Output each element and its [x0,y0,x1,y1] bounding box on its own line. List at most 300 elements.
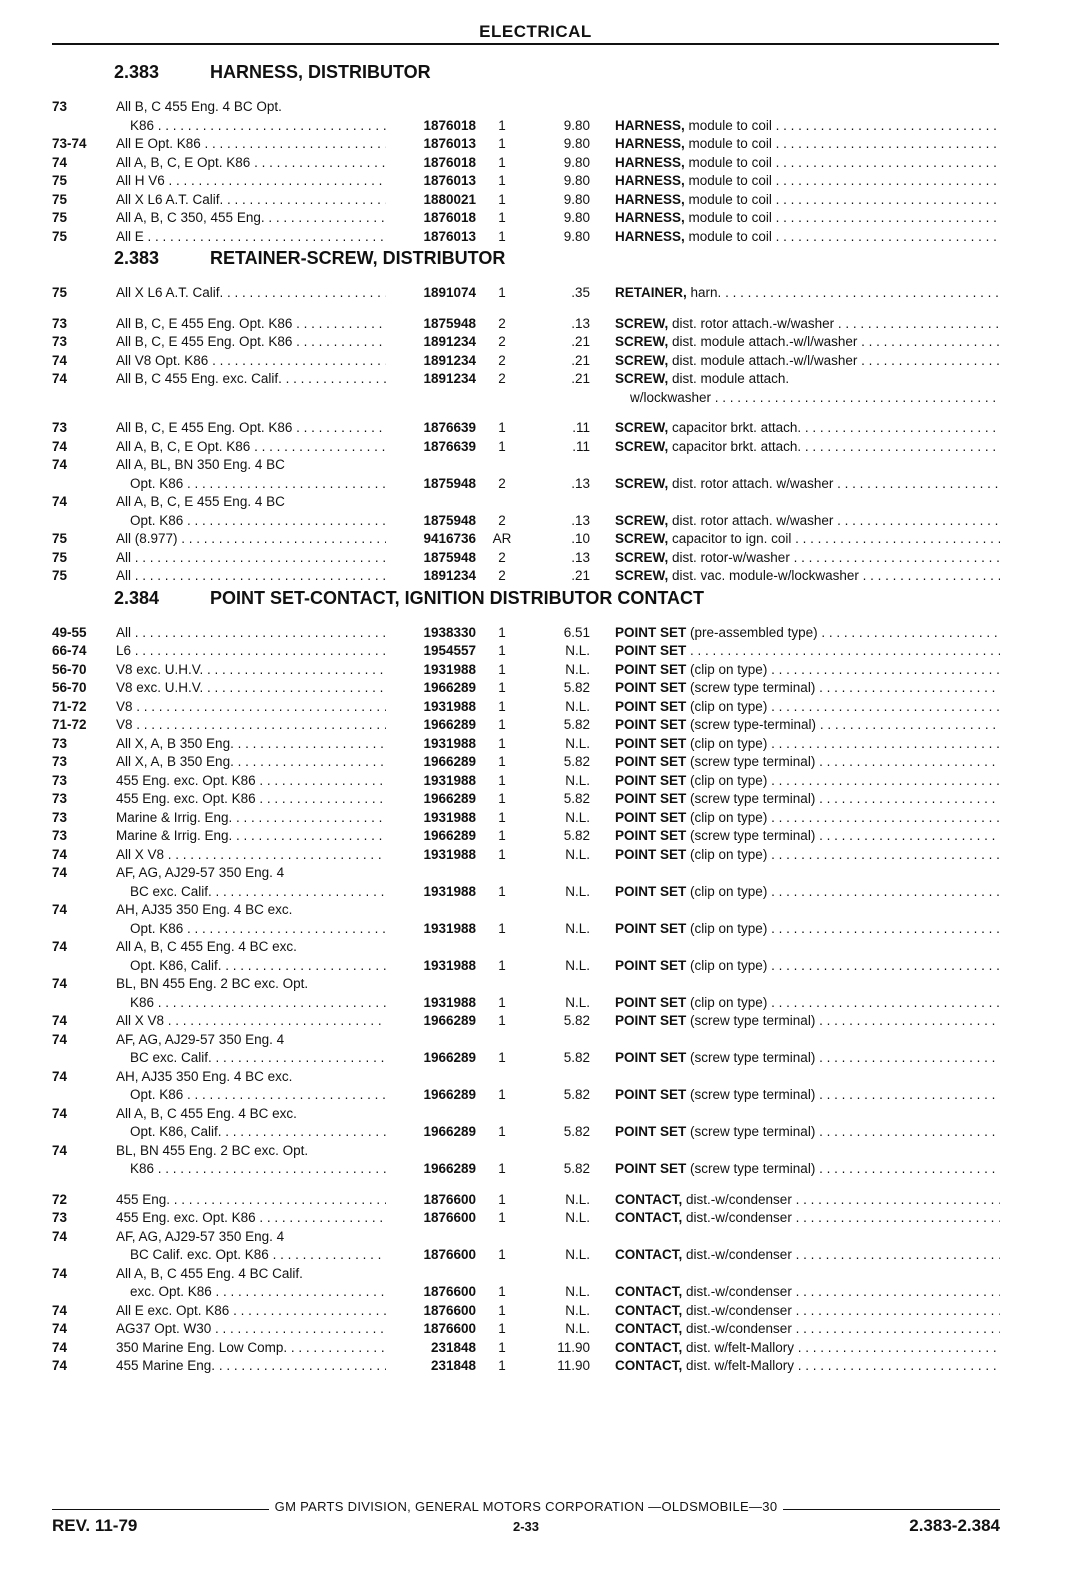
description-name: SCREW, [615,438,669,454]
year-cell: 74 [52,1013,68,1028]
section-2-383 [52,248,1000,586]
leader-dots [792,1321,1000,1336]
description-cell [590,191,1000,210]
quantity-cell: 1 [498,154,506,170]
table-row [52,1160,1000,1179]
leader-dots [208,353,386,368]
leader-dots [183,921,386,936]
description-name: POINT SET [615,957,687,973]
leader-dots [767,958,1000,973]
quantity-cell: 1 [498,772,506,788]
year-cell [52,1160,116,1179]
price-cell: 5.82 [563,1087,590,1102]
quantity-cell: 1 [498,883,506,899]
price-cell [514,1228,590,1247]
application-text: AF, AG, AJ29-57 350 Eng. 4 [116,1031,285,1047]
description-cell [590,352,1000,371]
quantity-cell: 1 [498,698,506,714]
description-cell [590,1068,1000,1087]
leader-dots [801,439,1000,454]
table-row [52,1209,1000,1228]
description-detail: w/lockwasher [630,389,712,405]
leader-dots [815,791,1000,806]
application-cell [116,1068,386,1087]
part-number-cell: 1876600 [423,1284,476,1299]
description-detail: (clip on type) [690,883,768,899]
table-row [52,1049,1000,1068]
price-cell: .13 [571,549,590,565]
application-cell [116,493,386,512]
year-cell: 74 [52,846,68,862]
application-text: 350 Marine Eng. Low Comp. [116,1339,288,1355]
price-cell [514,98,590,117]
application-text: 455 Eng. exc. Opt. K86 [116,791,256,806]
leader-dots [269,1247,386,1262]
quantity-cell [476,1031,514,1050]
application-cell [116,135,386,154]
description-name: POINT SET [615,883,687,899]
description-cell [590,735,1000,754]
quantity-cell: 1 [498,957,506,973]
table-row [52,512,1000,531]
application-text: All A, B, C 455 Eng. 4 BC Calif. [116,1265,303,1281]
table-row [52,315,1000,334]
application-cell [116,567,386,586]
description-cell [590,1123,1000,1142]
description-detail: dist.-w/condenser [686,1191,792,1207]
description-detail: capacitor brkt. attach. [672,420,802,435]
application-cell [116,315,386,334]
part-number-cell: 1931988 [423,772,476,788]
leader-dots [801,420,1000,435]
leader-dots [232,828,386,843]
price-cell: N.L. [565,698,590,714]
table-row [52,901,1000,920]
leader-dots [212,1050,386,1065]
table-row [52,1302,1000,1321]
year-cell: 74 [52,1265,68,1281]
table-row [52,284,1000,303]
application-text: Opt. K86 [130,920,184,936]
application-text: All A, B, C, E Opt. K86 [116,154,251,170]
part-number-cell: 1875948 [423,512,476,528]
quantity-cell: 1 [498,791,506,806]
table-row [52,530,1000,549]
year-cell: 73 [52,754,68,769]
description-name: HARNESS, [615,154,685,170]
application-text: BC exc. Calif. [130,1050,212,1065]
year-cell: 56-70 [52,680,87,695]
table-row [52,333,1000,352]
leader-dots [815,1161,1000,1176]
table-row [52,1283,1000,1302]
price-cell: N.L. [565,1284,590,1299]
application-text: K86 [130,1161,155,1176]
part-number-cell: 1966289 [423,717,476,732]
description-detail: dist.-w/condenser [686,1210,792,1225]
description-detail: dist. w/felt-Mallory [686,1339,795,1355]
row-group [52,419,1000,586]
description-detail: (screw type terminal) [690,754,816,769]
quantity-cell: 1 [498,1124,506,1139]
leader-dots [791,531,1000,546]
price-cell [514,1105,590,1124]
quantity-cell: 1 [498,809,506,825]
leader-dots [292,334,386,349]
application-text: K86 [130,117,155,133]
leader-dots [815,828,1000,843]
leader-dots [154,118,386,133]
part-number-cell [386,1068,476,1087]
part-number-cell: 1876639 [423,420,476,435]
description-name: SCREW, [615,315,669,331]
leader-dots [772,210,1000,225]
quantity-cell [476,938,514,957]
quantity-cell: 1 [498,438,506,454]
year-cell [52,1246,116,1265]
page-number: 2-33 [512,1519,540,1534]
year-cell: 74 [52,154,68,170]
table-row [52,846,1000,865]
part-number-cell: 1931988 [423,809,476,825]
table-row [52,117,1000,136]
description-cell [590,154,1000,173]
part-number-cell: 1966289 [423,1124,476,1139]
application-text: All X, A, B 350 Eng. [116,735,234,751]
price-cell: N.L. [565,1191,590,1207]
year-cell: 74 [52,438,68,454]
application-text: All X L6 A.T. Calif. [116,191,224,207]
table-row [52,1320,1000,1339]
quantity-cell [476,1265,514,1284]
part-number-cell: 1938330 [423,624,476,640]
price-cell: .21 [571,334,590,349]
quantity-cell: 1 [498,173,506,188]
quantity-cell [476,493,514,512]
description-cell [590,790,1000,809]
application-text: V8 exc. U.H.V. [116,661,204,677]
leader-dots [772,192,1000,207]
application-cell [116,117,386,136]
price-cell: N.L. [565,735,590,751]
price-cell: 6.51 [563,624,590,640]
part-number-cell: 1876018 [423,154,476,170]
table-row [52,438,1000,457]
leader-dots [767,847,1000,862]
price-cell: N.L. [565,1321,590,1336]
description-cell [590,679,1000,698]
part-number-cell: 1891074 [423,285,476,300]
table-row [52,1191,1000,1210]
description-cell [590,284,1000,303]
leader-dots [165,173,386,188]
application-text: All A, B, C 350, 455 Eng. [116,210,265,225]
application-text: AH, AJ35 350 Eng. 4 BC exc. [116,1068,293,1084]
application-text: BL, BN 455 Eng. 2 BC exc. Opt. [116,1142,309,1158]
price-cell: .11 [572,438,590,454]
description-name: POINT SET [615,1013,687,1028]
quantity-cell: 2 [498,315,506,331]
application-cell [116,1123,386,1142]
year-cell: 74 [52,1339,68,1355]
application-text: V8 exc. U.H.V. [116,680,204,695]
application-text: L6 [116,643,132,658]
application-cell [116,191,386,210]
description-name: POINT SET [615,1124,687,1139]
quantity-cell: 1 [498,191,506,207]
year-cell: 73 [52,334,68,349]
application-text: 455 Eng. exc. Opt. K86 [116,1210,256,1225]
table-row [52,957,1000,976]
section-number: 2.384 [114,587,160,608]
description-cell [590,920,1000,939]
application-cell [116,1283,386,1302]
application-cell [116,475,386,494]
application-cell [116,1265,386,1284]
leader-dots [133,717,386,732]
year-cell: 73 [52,99,68,114]
leader-dots [767,995,1000,1010]
description-detail: capacitor brkt. attach. [672,438,802,454]
description-name: SCREW, [615,531,669,546]
application-text: AF, AG, AJ29-57 350 Eng. 4 [116,865,285,880]
year-cell: 74 [52,902,68,917]
quantity-cell: 1 [498,735,506,751]
leader-dots [292,316,386,331]
section-2-384 [52,588,1000,1376]
table-row [52,1123,1000,1142]
description-detail: harn. [690,285,722,300]
application-cell [116,624,386,643]
description-name: POINT SET [615,624,687,640]
description-detail: (screw type terminal) [690,1161,816,1176]
table-row [52,1031,1000,1050]
year-cell: 74 [52,1358,68,1373]
quantity-cell: 2 [498,371,506,386]
description-cell [590,512,1000,531]
application-text: All A, B, C 455 Eng. 4 BC exc. [116,1105,297,1121]
description-detail: (screw type terminal) [690,680,816,695]
part-number-cell: 1931988 [423,994,476,1010]
part-number-cell: 1966289 [423,1087,476,1102]
table-row [52,1246,1000,1265]
section-title [52,62,1000,86]
footer [52,1516,1000,1540]
leader-dots [767,921,1000,936]
application-text: All V8 Opt. K86 [116,352,209,368]
price-cell: 5.82 [563,717,590,732]
application-text: All H V6 [116,173,165,188]
description-name: HARNESS, [615,210,685,225]
application-cell [116,530,386,549]
part-number-cell: 1966289 [423,791,476,806]
application-cell [116,456,386,475]
leader-dots [154,995,386,1010]
quantity-cell: 2 [498,334,506,349]
leader-dots [857,353,1000,368]
application-cell [116,1246,386,1265]
description-detail: dist.-w/condenser [686,1321,792,1336]
year-cell: 75 [52,191,68,207]
description-cell [590,1191,1000,1210]
application-text: All B, C 455 Eng. exc. Calif. [116,371,282,386]
application-text: BL, BN 455 Eng. 2 BC exc. Opt. [116,976,309,991]
application-cell [116,846,386,865]
part-number-cell: 1875948 [423,549,476,565]
leader-dots [815,680,1000,695]
quantity-cell: 1 [498,920,506,936]
application-cell [116,209,386,228]
leader-dots [772,118,1000,133]
application-cell [116,370,386,389]
leader-dots [287,1340,386,1355]
leader-dots [222,1124,386,1139]
leader-dots [256,1210,386,1225]
application-text: 455 Eng. exc. Opt. K86 [116,772,256,788]
leader-dots [834,316,1000,331]
application-text: All E exc. Opt. K86 [116,1302,230,1318]
year-cell: 74 [52,976,68,991]
description-name: POINT SET [615,717,687,732]
description-detail: (screw type terminal) [690,791,816,806]
part-number-cell: 1966289 [423,1013,476,1028]
quantity-cell [476,98,514,117]
table-row [52,1339,1000,1358]
application-cell [116,549,386,568]
application-text: All X, A, B 350 Eng. [116,754,234,769]
part-number-cell [386,975,476,994]
part-number-cell: 1931988 [423,661,476,677]
price-cell: 5.82 [563,680,590,695]
leader-dots [721,285,1000,300]
section-heading: POINT SET-CONTACT, IGNITION DISTRIBUTOR CONTACT [210,587,704,608]
application-text: All A, B, C, E 455 Eng. 4 BC [116,494,285,509]
year-cell [52,920,116,939]
year-cell [52,1049,116,1068]
quantity-cell: 1 [498,754,506,769]
year-cell: 73 [52,315,68,331]
price-cell [514,1031,590,1050]
leader-dots [767,810,1000,825]
description-detail: dist. rotor attach. w/washer [672,475,834,491]
leader-dots [794,1358,1000,1373]
table-row [52,98,1000,117]
price-cell: .21 [571,352,590,368]
description-name: CONTACT, [615,1302,683,1318]
application-text: AG37 Opt. W30 [116,1321,212,1336]
leader-dots [772,136,1000,151]
description-detail: dist.-w/condenser [686,1284,792,1299]
leader-dots [131,625,386,640]
year-cell [52,1086,116,1105]
leader-dots [767,884,1000,899]
description-cell [590,1142,1000,1161]
description-name: POINT SET [615,809,687,825]
leader-dots [212,1284,386,1299]
table-row [52,883,1000,902]
description-cell [590,1283,1000,1302]
price-cell [514,975,590,994]
description-name: SCREW, [615,549,669,565]
part-number-cell [386,1142,476,1161]
application-cell [116,1160,386,1179]
table-row [52,920,1000,939]
quantity-cell: 1 [498,717,506,732]
description-name: SCREW, [615,420,669,435]
description-cell [590,493,1000,512]
part-number-cell: 1876600 [423,1247,476,1262]
description-name: CONTACT, [615,1358,683,1373]
price-cell: .10 [571,531,590,546]
year-cell: 75 [52,285,68,300]
description-name: POINT SET [615,698,687,714]
application-text: All [116,549,132,565]
quantity-cell: 1 [498,210,506,225]
leader-dots [815,1050,1000,1065]
description-cell [590,1031,1000,1050]
year-cell: 49-55 [52,624,87,640]
description-cell [590,772,1000,791]
leader-dots [234,754,386,769]
description-cell [590,994,1000,1013]
leader-dots [772,229,1000,244]
application-text: Marine & Irrig. Eng. [116,809,233,825]
leader-dots [859,568,1000,583]
application-text: All B, C 455 Eng. 4 BC Opt. [116,99,282,114]
price-cell: .13 [571,512,590,528]
quantity-cell: 1 [498,1321,506,1336]
application-text: All X V8 [116,846,165,862]
quantity-cell: 1 [498,1087,506,1102]
quantity-cell: 1 [498,1013,506,1028]
description-cell [590,1228,1000,1247]
description-cell [590,1209,1000,1228]
description-detail: dist. rotor-w/washer [672,549,790,565]
description-detail: dist.-w/condenser [686,1247,792,1262]
year-cell: 73-74 [52,136,87,151]
part-number-cell: 1876600 [423,1321,476,1336]
leader-dots [256,791,386,806]
application-text: All B, C, E 455 Eng. Opt. K86 [116,334,293,349]
price-cell: 5.82 [563,754,590,769]
quantity-cell: 1 [498,420,506,435]
year-cell: 72 [52,1191,68,1207]
row-group [52,624,1000,1179]
leader-dots [792,1247,1000,1262]
year-cell: 74 [52,1068,68,1084]
row-group [52,1191,1000,1376]
part-number-cell: 1931988 [423,735,476,751]
year-cell: 73 [52,828,68,843]
description-name: POINT SET [615,643,687,658]
application-cell [116,1191,386,1210]
description-name: CONTACT, [615,1339,683,1355]
application-cell [116,352,386,371]
year-cell: 74 [52,1321,68,1336]
application-cell [116,1012,386,1031]
quantity-cell: 1 [498,680,506,695]
price-cell: 5.82 [563,1161,590,1176]
application-text: AF, AG, AJ29-57 350 Eng. 4 [116,1228,285,1244]
description-name: RETAINER, [615,285,687,300]
part-number-cell: 1891234 [423,352,476,368]
leader-dots [265,210,386,225]
table-row [52,1086,1000,1105]
price-cell [514,493,590,512]
revision-label: REV. 11-79 [52,1516,138,1535]
price-cell: .21 [571,568,590,583]
application-cell [116,1320,386,1339]
